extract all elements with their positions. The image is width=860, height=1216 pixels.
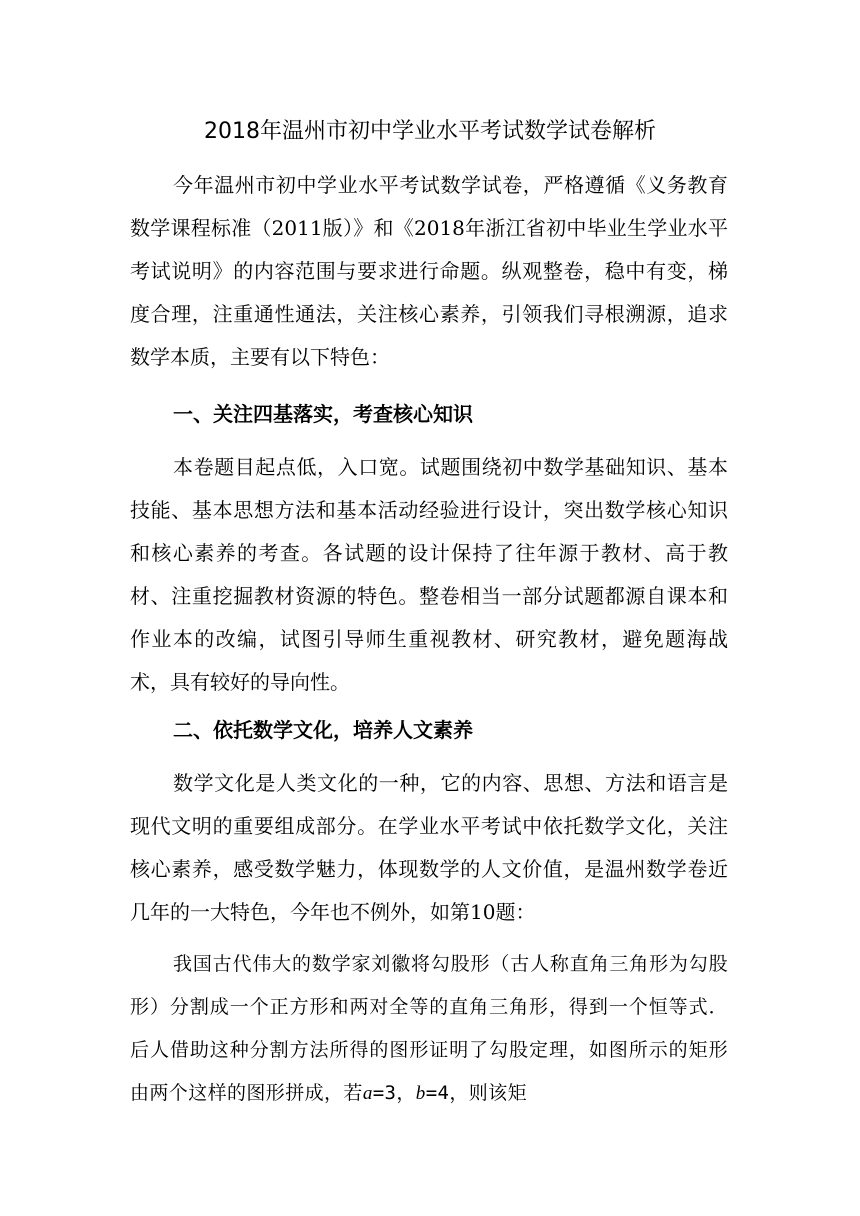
equation-a: =3， bbox=[372, 1082, 416, 1104]
section-1-heading: 一、关注四基落实，考查核心知识 bbox=[173, 402, 473, 426]
equation-b: =4，则该矩 bbox=[425, 1082, 527, 1104]
document-title: 2018年温州市初中学业水平考试数学试卷解析 bbox=[204, 119, 656, 144]
variable-a: a bbox=[362, 1083, 373, 1104]
section-2-heading: 二、依托数学文化，培养人文素养 bbox=[173, 718, 473, 742]
section-1-body: 本卷题目起点低，入口宽。试题围绕初中数学基础知识、基本技能、基本思想方法和基本活动经验进行设计，突出数学核心知识和核心素养的考查。各试题的设计保持了往年源于教材、高于教材、注重挖掘教材资源的特色。整卷相当一部分试题都源自课本和作业本的改编，试图引导师生重视教材、研究教材，避免题海战术，具有较好的导向性。 bbox=[130, 455, 728, 694]
variable-b: b bbox=[415, 1083, 426, 1104]
intro-paragraph: 今年温州市初中学业水平考试数学试卷，严格遵循《义务教育数学课程标准（2011版）》和《2018年浙江省初中毕业生学业水平考试说明》的内容范围与要求进行命题。纵观整卷，稳中有变，梯度合理，注重通性通法，关注核心素养，引领我们寻根溯源，追求数学本质，主要有以下特色： bbox=[130, 173, 728, 369]
problem-10-text bbox=[130, 943, 728, 1115]
section-2-body: 数学文化是人类文化的一种，它的内容、思想、方法和语言是现代文明的重要组成部分。在学业水平考试中依托数学文化，关注核心素养，感受数学魅力，体现数学的人文价值，是温州数学卷近几年的一大特色，今年也不例外，如第10题： bbox=[130, 771, 728, 924]
problem-text-before: 我国古代伟大的数学家刘徽将勾股形（古人称直角三角形为勾股形）分割成一个正方形和两对全等的直角三角形，得到一个恒等式．后人借助这种分割方法所得的图形证明了勾股定理，如图所示的矩形由两个这样的图形拼成，若 bbox=[130, 953, 728, 1104]
